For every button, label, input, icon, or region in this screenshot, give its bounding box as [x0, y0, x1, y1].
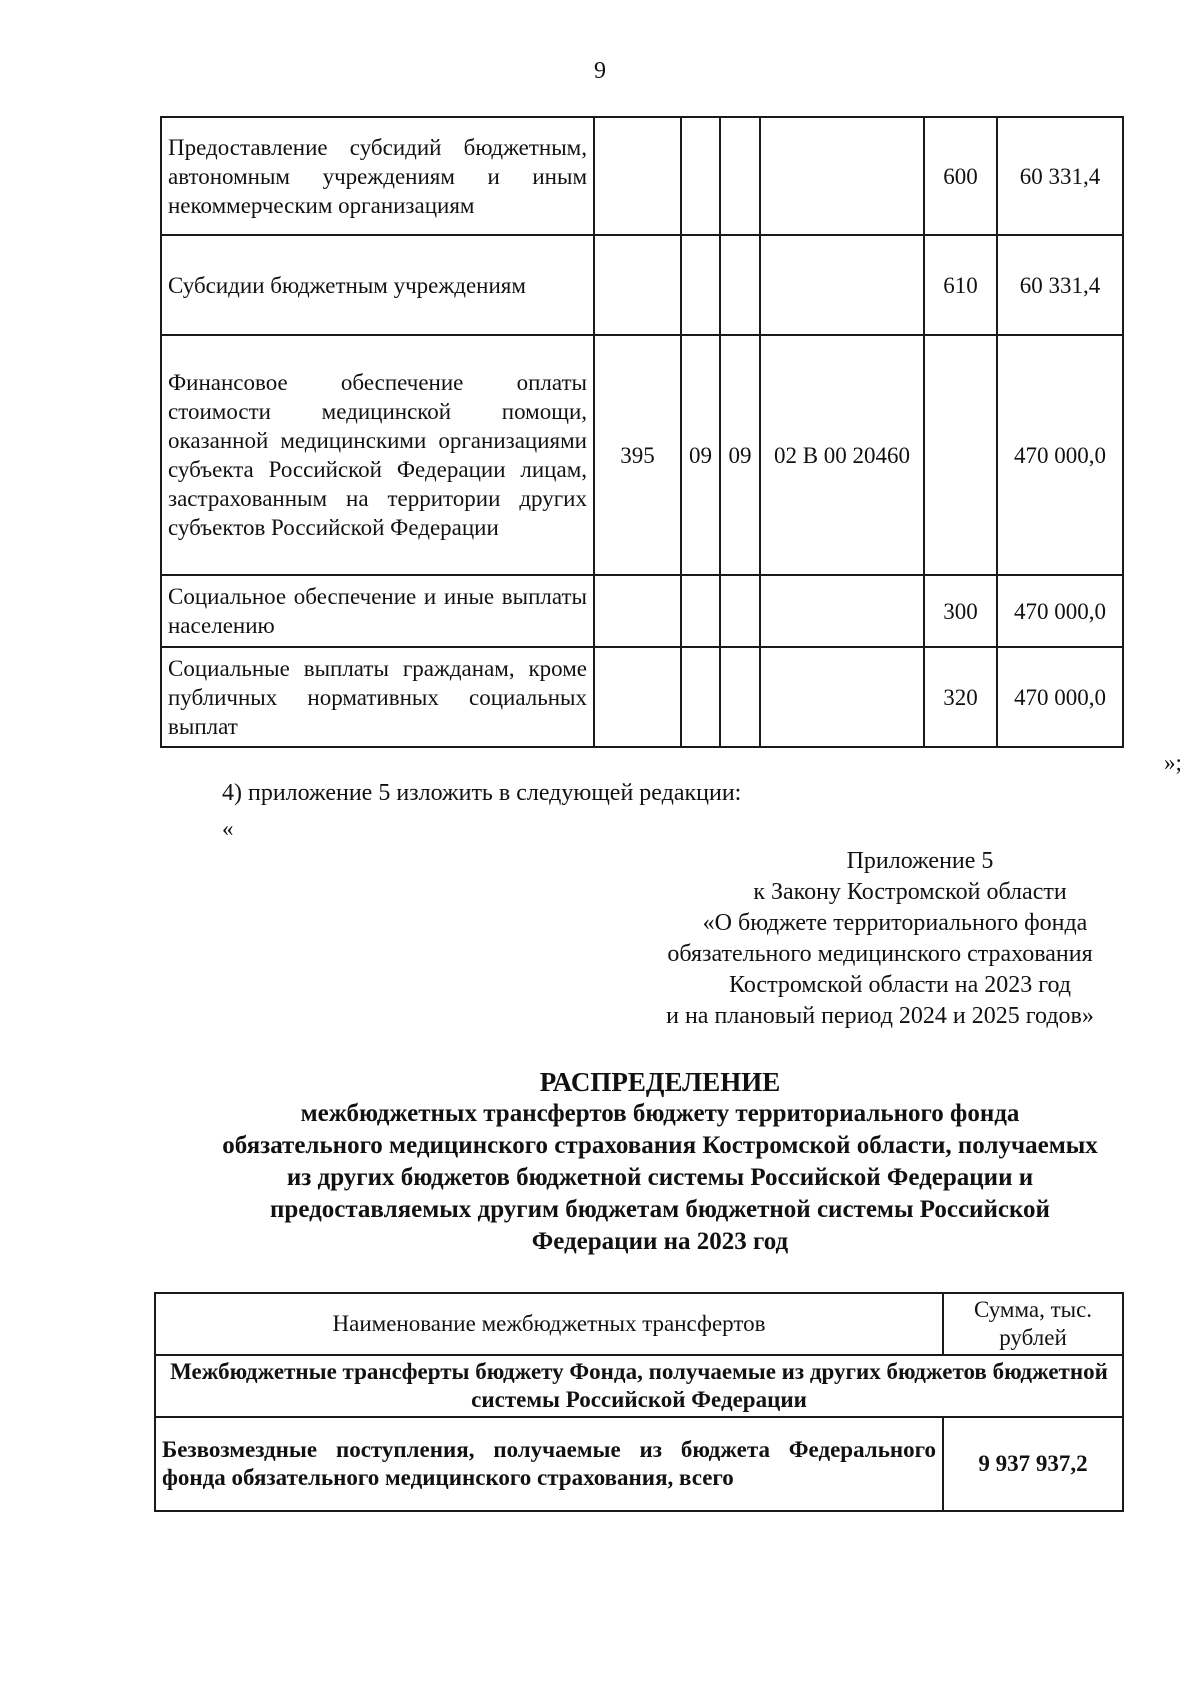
appendix-header	[600, 846, 1160, 1032]
row-name: Предоставление субсидий бюджетным, автономным учреждениям и иным некоммерческим организациям	[161, 117, 594, 235]
cell-expense-type	[924, 335, 997, 575]
appendix-line: и на плановый период 2024 и 2025 годов»	[666, 1003, 1094, 1029]
appendix-line: «О бюджете территориального фонда	[702, 910, 1088, 936]
cell-expense-type: 610	[924, 235, 997, 335]
cell-admin-code	[594, 575, 681, 647]
title-line: предоставляемых другим бюджетам бюджетной системы Российской	[270, 1196, 1050, 1223]
title-heading: РАСПРЕДЕЛЕНИЕ	[539, 1067, 781, 1097]
table-header-row	[155, 1293, 1123, 1355]
cell-section-code	[681, 647, 720, 747]
budget-table	[160, 116, 1124, 748]
cell-sum: 470 000,0	[997, 647, 1123, 747]
table-row	[161, 647, 1123, 747]
cell-sum: 470 000,0	[997, 575, 1123, 647]
cell-target-code	[760, 235, 924, 335]
appendix-line: Приложение 5	[846, 848, 994, 874]
cell-section-code	[681, 575, 720, 647]
row-name: Социальное обеспечение и иные выплаты населению	[161, 575, 594, 647]
cell-admin-code	[594, 647, 681, 747]
amendment-item-4: 4) приложение 5 изложить в следующей редакции:	[222, 780, 742, 806]
page-number: 9	[594, 58, 606, 84]
document-title	[140, 1066, 1180, 1258]
cell-admin-code	[594, 235, 681, 335]
title-line: обязательного медицинского страхования Костромской области, получаемых	[222, 1132, 1098, 1159]
cell-section-code	[681, 235, 720, 335]
appendix-line: обязательного медицинского страхования	[667, 941, 1093, 967]
cell-target-code	[760, 117, 924, 235]
cell-sum: 60 331,4	[997, 235, 1123, 335]
appendix-line: к Закону Костромской области	[753, 879, 1067, 905]
cell-expense-type: 320	[924, 647, 997, 747]
row-name: Финансовое обеспечение оплаты стоимости медицинской помощи, оказанной медицинскими организациями субъекта Российской Федерации лицам, застрахованным на территории других субъектов Российской Федерации	[161, 335, 594, 575]
cell-section-code	[681, 117, 720, 235]
header-name: Наименование межбюджетных трансфертов	[155, 1293, 943, 1355]
table-row	[161, 235, 1123, 335]
cell-subsection-code	[720, 235, 760, 335]
title-line: из других бюджетов бюджетной системы Российской Федерации и	[286, 1164, 1034, 1191]
row-name: Социальные выплаты гражданам, кроме публичных нормативных социальных выплат	[161, 647, 594, 747]
cell-target-code	[760, 575, 924, 647]
row-name: Безвозмездные поступления, получаемые из бюджета Федерального фонда обязательного медицинского страхования, всего	[155, 1417, 943, 1511]
row-sum: 9 937 937,2	[943, 1417, 1123, 1511]
table-row	[161, 117, 1123, 235]
cell-admin-code: 395	[594, 335, 681, 575]
cell-subsection-code: 09	[720, 335, 760, 575]
transfers-table	[154, 1292, 1124, 1512]
title-line: межбюджетных трансфертов бюджету территориального фонда	[300, 1100, 1020, 1127]
row-name: Субсидии бюджетным учреждениям	[161, 235, 594, 335]
appendix-line: Костромской области на 2023 год	[729, 972, 1071, 998]
title-line: Федерации на 2023 год	[531, 1228, 789, 1255]
cell-subsection-code	[720, 575, 760, 647]
section-title: Межбюджетные трансферты бюджету Фонда, получаемые из других бюджетов бюджетной системы Российской Федерации	[155, 1355, 1123, 1417]
table-row	[161, 575, 1123, 647]
cell-expense-type: 300	[924, 575, 997, 647]
cell-expense-type: 600	[924, 117, 997, 235]
cell-target-code: 02 В 00 20460	[760, 335, 924, 575]
cell-admin-code	[594, 117, 681, 235]
cell-section-code: 09	[681, 335, 720, 575]
cell-sum: 60 331,4	[997, 117, 1123, 235]
opening-quote: «	[222, 816, 234, 841]
table-section-row	[155, 1355, 1123, 1417]
closing-quote: »;	[1164, 750, 1182, 775]
cell-subsection-code	[720, 647, 760, 747]
table-row	[161, 335, 1123, 575]
cell-subsection-code	[720, 117, 760, 235]
header-sum: Сумма, тыс. рублей	[943, 1293, 1123, 1355]
cell-target-code	[760, 647, 924, 747]
cell-sum: 470 000,0	[997, 335, 1123, 575]
table-row	[155, 1417, 1123, 1511]
